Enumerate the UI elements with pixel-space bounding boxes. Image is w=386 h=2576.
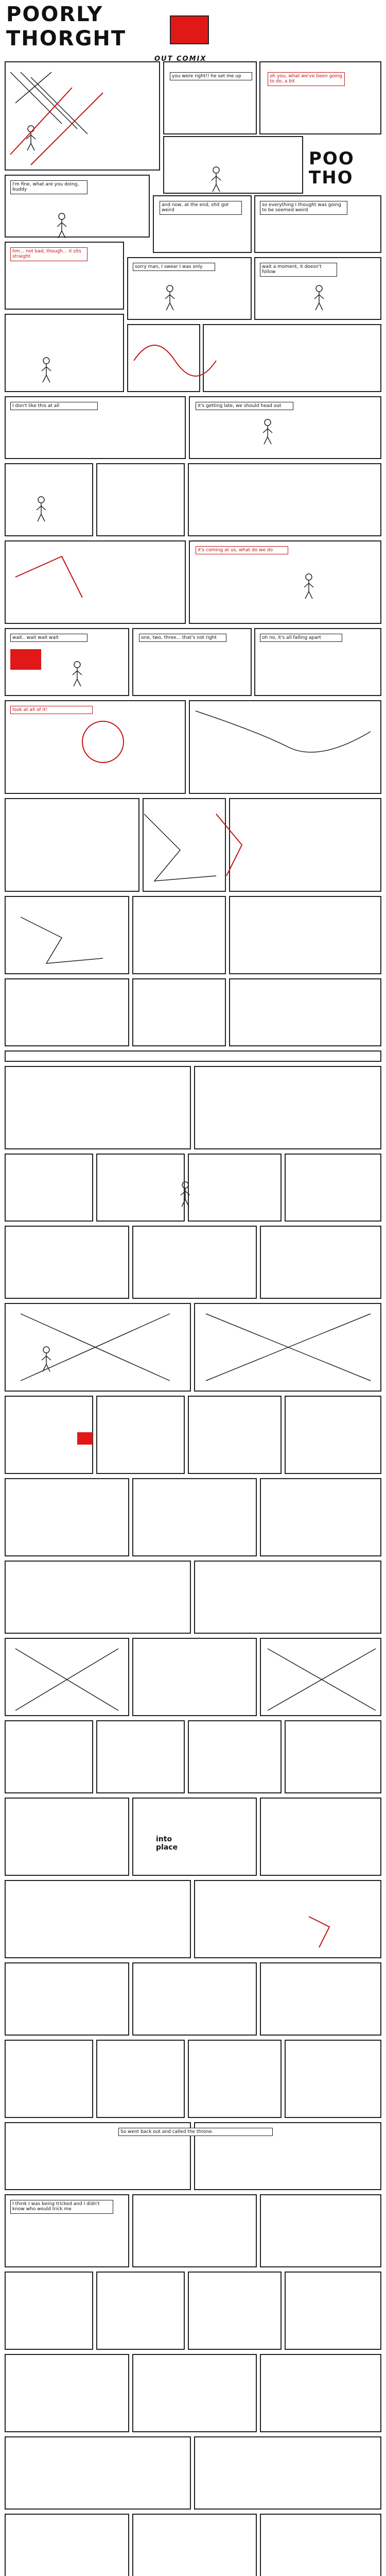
comic-title-repeat: POO THO: [309, 148, 355, 189]
caption-4: and now, at the end, shit got weird: [160, 201, 242, 215]
caption-11: it's coming at us, what do we do: [196, 546, 288, 554]
caption-15: look at all of it!: [10, 706, 93, 714]
caption-12: wait.. wait wait wait: [10, 634, 87, 642]
caption-3: I'm fine, what are you doing, buddy: [10, 180, 87, 194]
caption-13: one, two, three... that's not right: [139, 634, 226, 642]
caption-18: I think I was being tricked and I didn't know who would trick me: [10, 2200, 113, 2214]
caption-6: hm... not bad, though... it sits straight: [10, 247, 87, 261]
comic-byline: OUT COMIX: [154, 55, 207, 63]
caption-9: I don't like this at all: [10, 402, 98, 410]
caption-5: so everything I thought was going to be seemed weird: [260, 201, 347, 215]
caption-1: you were right!! he set me up: [170, 72, 252, 80]
caption-14: oh no, it's all falling apart: [260, 634, 342, 642]
comic-title-line2: THORGHT: [6, 27, 127, 50]
caption-10: it's getting late, we should head out: [196, 402, 293, 410]
caption-2: oh you, what we've been going to do, a bit: [268, 72, 345, 86]
comic-title-line1: POORLY: [6, 3, 103, 26]
caption-8: wait a moment, it doesn't follow: [260, 263, 337, 277]
caption-17: So went back out and called the throne.: [118, 2128, 273, 2136]
caption-16: into place: [154, 1834, 196, 1853]
caption-7: sorry man, I swear I was only: [133, 263, 215, 271]
